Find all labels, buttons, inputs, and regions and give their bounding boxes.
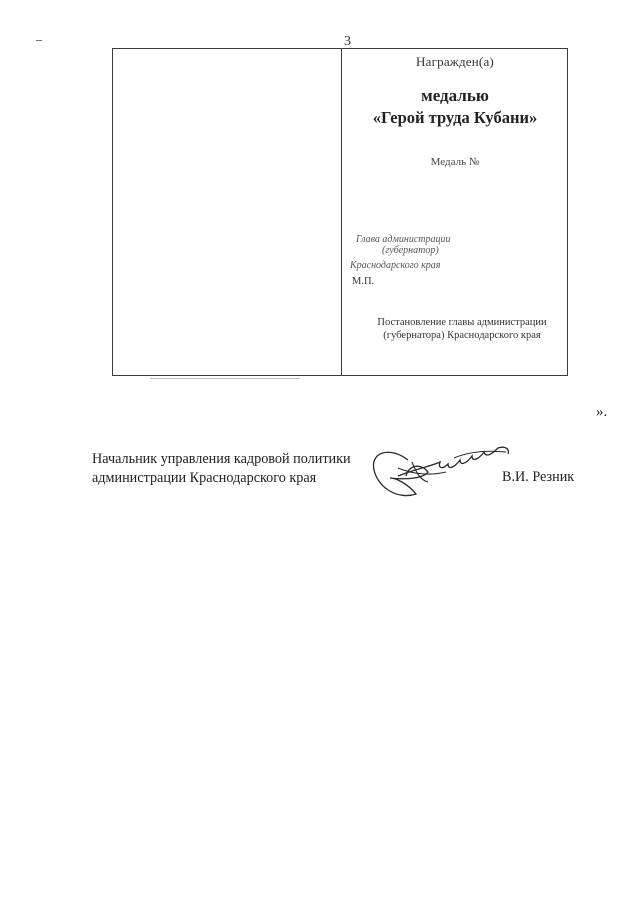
signatory-line: Глава администрации xyxy=(356,234,451,245)
awarded-label: Награжден(а) xyxy=(416,54,494,69)
signatory-name: В.И. Резник xyxy=(502,469,575,485)
decree-line: Постановление главы администрации xyxy=(377,317,547,328)
signatory-line: Краснодарского края xyxy=(350,260,441,271)
closing-quote: ». xyxy=(596,404,608,420)
decree-line: (губернатора) Краснодарского края xyxy=(383,330,541,341)
signatory-line: (губернатор) xyxy=(382,245,439,256)
page-number: 3 xyxy=(344,34,351,49)
medal-name: «Герой труда Кубани» xyxy=(372,108,538,127)
medal-word: медалью xyxy=(421,86,489,105)
footer-position-title xyxy=(92,450,351,488)
medal-number-label: Медаль № xyxy=(430,156,480,168)
signatory-block xyxy=(348,234,478,287)
position-line: Начальник управления кадровой политики xyxy=(92,451,351,467)
handwritten-signature xyxy=(368,438,518,502)
decree-reference xyxy=(362,316,562,342)
scan-line xyxy=(150,378,300,379)
scan-mark xyxy=(36,40,42,41)
stamp-place-label: М.П. xyxy=(352,276,375,287)
certificate-right-panel xyxy=(342,48,568,376)
position-line: администрации Краснодарского края xyxy=(92,470,317,486)
